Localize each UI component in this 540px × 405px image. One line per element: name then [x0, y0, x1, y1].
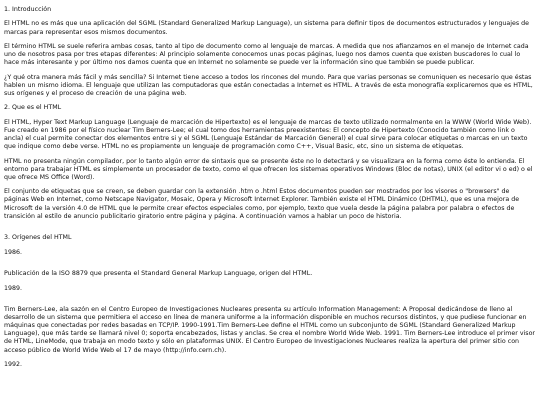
paragraph: El HTML, Hyper Text Markup Language (Lenguaje de marcación de Hipertexto) es el lenguaje de marcas de texto utilizado normalmente en la WWW (World Wide Web). Fue creado en 1986 por el físico nuclear Tim Berners-Lee; el cual tomo dos herramientas preexistentes: El concepto de Hipertexto (Conocido también como link o ancla) el cual permite conectar dos elementos entre si y el SGML (Lenguaje Estándar de Marcación General) el cual sirve para colocar etiquetas o marcas en un texto que indique como debe verse. HTML no es propiamente un lenguaje de programación como C++, Visual Basic, etc, sino un sistema de etiquetas. — [4, 118, 532, 151]
year-heading-1992: 1992. — [4, 360, 23, 368]
section-heading-origenes: 3. Orígenes del HTML — [4, 234, 72, 242]
spacer — [4, 227, 536, 234]
year-heading-1989: 1989. — [4, 284, 23, 292]
paragraph: El HTML no es más que una aplicación del SGML (Standard Generalized Markup Language), un sistema para definir tipos de documentos estructurados y lenguajes de marcas para representar esos mismos documentos. — [4, 20, 530, 36]
paragraph: Tim Berners-Lee, ala sazón en el Centro Europeo de Investigaciones Nucleares presenta su artículo Information Management: A Proposal dedicándose de lleno al desarrollo de un sistema que permitiera el acceso en línea de manera uniforme a la información disponible en muchos recursos distintos, y que pudiese funcionar en máquinas que conectadas por redes basadas en TCP/IP. 1990-1991.Tim Berners-Lee define el HTML como un subconjunto de SGML (Standard Generalized Markup Language), que más tarde se llamará nivel 0; soporta encabezados, listas y anclas. Se crea el nombre World Wide Web. 1991. Tim Berners-Lee introduce el primer visor de HTML, LineMode, que trabaja en modo texto y sólo en plataformas UNIX. El Centro Europeo de Investigaciones Nucleares realiza la apertura del primer sitio con acceso público de World Wide Web el 17 de mayo (http://info.cern.ch). — [4, 306, 536, 354]
spacer — [4, 299, 536, 306]
section-heading-introduccion: 1. Introducción — [4, 6, 52, 13]
paragraph: El término HTML se suele referira ambas cosas, tanto al tipo de documento como al lenguaje de marcas. A medida que nos afianzamos en el manejo de Internet cada uno de nosotros pasa por tres etapas diferentes: Al principio solamente conocemos unas pocas páginas, luego nos damos cuenta que existen buscadores lo cual lo hace más interesante y por último nos damos cuenta que en Internet no solamente se puede ver la información sino que también se puede publicar. — [4, 43, 529, 67]
year-heading-1986: 1986. — [4, 248, 23, 256]
paragraph: HTML no presenta ningún compilador, por lo tanto algún error de sintaxis que se presente éste no lo detectará y se visualizara en la forma como éste lo entienda. El entorno para trabajar HTML es simplemente un procesador de texto, como el que ofrecen los sistemas operativos Windows (Bloc de notas), UNIX (el editor vi o ed) o el que ofrece MS Office (Word). — [4, 157, 533, 181]
paragraph: Publicación de la ISO 8879 que presenta el Standard General Markup Language, origen del HTML. — [4, 270, 313, 278]
section-heading-que-es-html: 2. Que es el HTML — [4, 104, 62, 112]
spacer — [4, 263, 536, 270]
paragraph: El conjunto de etiquetas que se creen, se deben guardar con la extensión .htm o .html Estos documentos pueden ser mostrados por los visores o "browsers" de páginas Web en Internet, como Netscape Navigator, Mosaic, Opera y Microsoft Internet Explorer. También existe el HTML Dinámico (DHTML), que es una mejora de Microsoft de la versión 4.0 de HTML que le permite crear efectos especiales como, por ejemplo, texto que vuela desde la página palabra por palabra o efectos de transición al estilo de anuncio publicitario giratorio entre página y página. A continuación vamos a hablar un poco de historia. — [4, 188, 520, 220]
paragraph: ¿Y qué otra manera más fácil y más sencilla? Si Internet tiene acceso a todos los rincones del mundo. Para que varias personas se comuniquen es necesario que éstas hablen un mismo idioma. El lenguaje que utilizan las computadoras que están conectadas a Internet es HTML. A través de esta monografía explicaremos que es HTML, sus orígenes y el proceso de creación de una página web. — [4, 73, 533, 97]
